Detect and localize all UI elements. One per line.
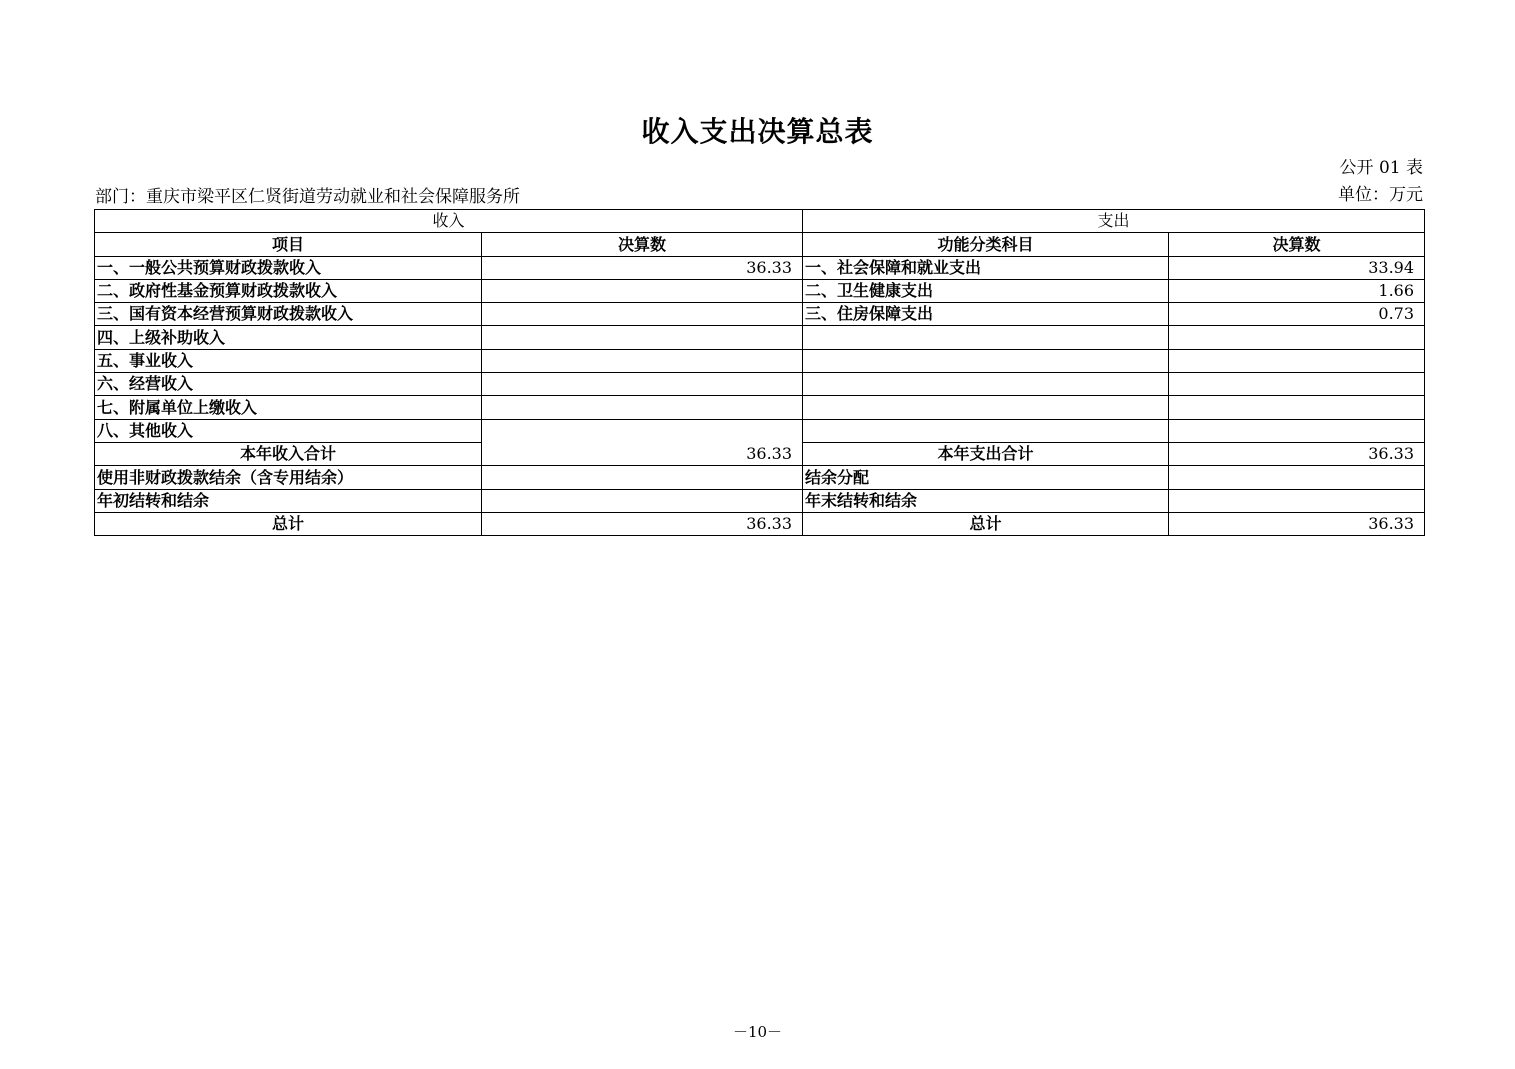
department-label: 部门：重庆市梁平区仁贤街道劳动就业和社会保障服务所 (95, 187, 520, 207)
unit-label: 单位：万元 (1338, 185, 1423, 205)
year-expense-total-value: 36.33 (1169, 442, 1425, 465)
income-amount-cell (482, 373, 803, 396)
expense-amount-cell (1169, 326, 1425, 349)
income-section-header: 收入 (95, 210, 803, 233)
income-item-cell: 五、事业收入 (95, 349, 482, 372)
grand-total-expense-value: 36.33 (1169, 512, 1425, 535)
income-item-cell: 八、其他收入 (95, 419, 482, 442)
non-fiscal-amount (482, 466, 803, 489)
income-item-cell: 三、国有资本经营预算财政拨款收入 (95, 303, 482, 326)
income-expense-table (94, 209, 1425, 536)
col-header-item: 项目 (95, 233, 482, 256)
income-amount-cell (482, 279, 803, 302)
income-item-cell: 七、附属单位上缴收入 (95, 396, 482, 419)
income-amount-cell (482, 396, 803, 419)
expense-item-cell (803, 349, 1169, 372)
year-expense-total-label: 本年支出合计 (803, 442, 1169, 465)
table-row-grand-total (95, 512, 1425, 535)
page-number: －10－ (732, 1023, 783, 1041)
expense-amount-cell: 1.66 (1169, 279, 1425, 302)
col-header-expense-amount: 决算数 (1169, 233, 1425, 256)
begin-balance-label: 年初结转和结余 (95, 489, 482, 512)
income-amount-cell (482, 349, 803, 372)
expense-item-cell (803, 373, 1169, 396)
table-row (95, 349, 1425, 372)
expense-item-cell: 二、卫生健康支出 (803, 279, 1169, 302)
report-title: 收入支出决算总表 (641, 115, 874, 148)
table-row (95, 256, 1425, 279)
expense-item-cell: 一、社会保障和就业支出 (803, 256, 1169, 279)
expense-item-cell (803, 419, 1169, 442)
income-item-cell: 一、一般公共预算财政拨款收入 (95, 256, 482, 279)
col-header-income-amount: 决算数 (482, 233, 803, 256)
expense-item-cell (803, 326, 1169, 349)
income-item-cell: 四、上级补助收入 (95, 326, 482, 349)
table-row (95, 279, 1425, 302)
end-balance-label: 年末结转和结余 (803, 489, 1169, 512)
expense-amount-cell: 33.94 (1169, 256, 1425, 279)
col-header-function: 功能分类科目 (803, 233, 1169, 256)
expense-item-cell: 三、住房保障支出 (803, 303, 1169, 326)
section-header-row (95, 210, 1425, 233)
expense-amount-cell (1169, 396, 1425, 419)
year-income-total-label: 本年收入合计 (95, 442, 482, 465)
income-amount-cell: 36.33 (482, 256, 803, 279)
table-row-balance (95, 489, 1425, 512)
table-row (95, 303, 1425, 326)
table-row-non-fiscal (95, 466, 1425, 489)
table-row (95, 373, 1425, 396)
grand-total-income-value: 36.33 (482, 512, 803, 535)
surplus-distribution-label: 结余分配 (803, 466, 1169, 489)
begin-balance-amount (482, 489, 803, 512)
end-balance-amount (1169, 489, 1425, 512)
non-fiscal-label: 使用非财政拨款结余（含专用结余） (95, 466, 482, 489)
grand-total-expense-label: 总计 (803, 512, 1169, 535)
grand-total-income-label: 总计 (95, 512, 482, 535)
expense-amount-cell (1169, 349, 1425, 372)
year-income-total-value: 36.33 (482, 419, 803, 466)
expense-section-header: 支出 (803, 210, 1425, 233)
column-header-row (95, 233, 1425, 256)
income-item-cell: 六、经营收入 (95, 373, 482, 396)
surplus-distribution-amount (1169, 466, 1425, 489)
table-row-other-income (95, 419, 1425, 442)
expense-amount-cell (1169, 373, 1425, 396)
income-item-cell: 二、政府性基金预算财政拨款收入 (95, 279, 482, 302)
expense-amount-cell (1169, 419, 1425, 442)
expense-item-cell (803, 396, 1169, 419)
income-amount-cell (482, 326, 803, 349)
income-amount-cell (482, 303, 803, 326)
table-row (95, 396, 1425, 419)
expense-amount-cell: 0.73 (1169, 303, 1425, 326)
table-row (95, 326, 1425, 349)
form-number: 公开 01 表 (1339, 158, 1423, 178)
